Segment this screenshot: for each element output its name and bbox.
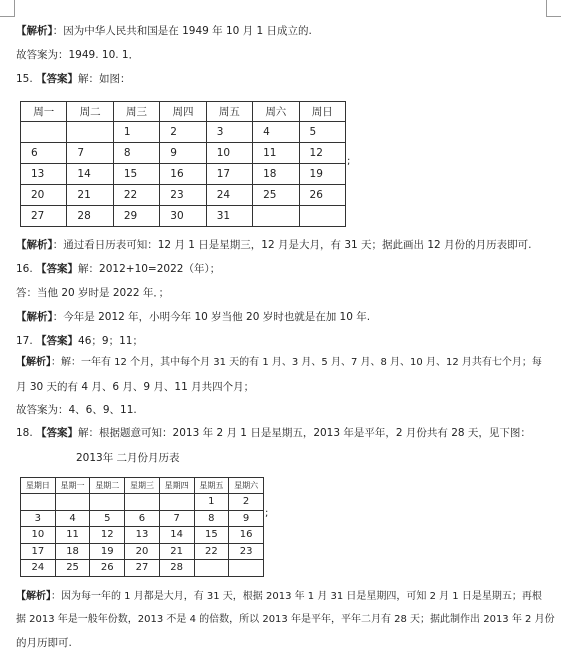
day-cell: 8 xyxy=(113,143,159,164)
day-cell xyxy=(299,206,345,227)
text-line xyxy=(16,426,531,440)
text-line xyxy=(16,380,254,394)
line-text: 故答案为：4、6、9、11. xyxy=(16,404,137,416)
day-cell: 6 xyxy=(21,143,67,164)
day-cell: 7 xyxy=(67,143,113,164)
line-text: 46；9；11； xyxy=(78,335,143,347)
text-line xyxy=(16,636,72,650)
text-line xyxy=(16,72,131,86)
header-cell: 星期四 xyxy=(159,478,194,494)
text-line xyxy=(16,613,555,627)
day-cell: 14 xyxy=(67,164,113,185)
day-cell: 29 xyxy=(113,206,159,227)
label-jiexi: 【解析】 xyxy=(16,591,51,602)
day-cell: 19 xyxy=(90,543,125,560)
day-cell: 25 xyxy=(55,560,90,577)
day-cell xyxy=(253,206,299,227)
label-daan: 【答案】 xyxy=(36,427,79,439)
label-jiexi: 【解析】 xyxy=(16,311,53,323)
day-cell: 28 xyxy=(159,560,194,577)
day-cell: 22 xyxy=(194,543,229,560)
line-text: 据 2013 年是一般年份数，2013 不是 4 的倍数，所以 2013 年是平年，平年二月有 28 天；据此制作出 2013 年 2 月份 xyxy=(16,614,555,625)
calendar-title: 2013年 二月份月历表 xyxy=(76,452,180,464)
text-line xyxy=(16,262,220,276)
table-row xyxy=(21,164,346,185)
line-text: 故答案为：1949. 10. 1． xyxy=(16,49,140,61)
day-cell: 11 xyxy=(253,143,299,164)
line-text: 月 30 天的有 4 月、6 月、9 月、11 月共四个月； xyxy=(16,381,255,393)
day-cell: 17 xyxy=(21,543,56,560)
header-cell: 星期六 xyxy=(229,478,264,494)
label-jiexi: 【解析】 xyxy=(16,25,53,37)
day-cell: 12 xyxy=(90,527,125,544)
line-text: 解：根据题意可知：2013 年 2 月 1 日是星期五，2013 年是平年，2 月份共有 28 天，见下图： xyxy=(78,427,531,439)
day-cell: 15 xyxy=(113,164,159,185)
line-text: 解：2012+10=2022（年）； xyxy=(78,263,221,275)
day-cell: 17 xyxy=(206,164,252,185)
header-cell: 周四 xyxy=(160,102,206,122)
day-cell: 22 xyxy=(113,185,159,206)
day-cell xyxy=(55,494,90,511)
day-cell: 14 xyxy=(159,527,194,544)
day-cell: 7 xyxy=(159,510,194,527)
day-cell: 12 xyxy=(299,143,345,164)
day-cell: 23 xyxy=(160,185,206,206)
day-cell: 31 xyxy=(206,206,252,227)
header-cell: 周日 xyxy=(299,102,345,122)
day-cell: 3 xyxy=(21,510,56,527)
day-cell: 10 xyxy=(206,143,252,164)
label-daan: 【答案】 xyxy=(36,335,79,347)
table-row xyxy=(21,560,264,577)
day-cell: 24 xyxy=(21,560,56,577)
day-cell: 21 xyxy=(67,185,113,206)
day-cell: 19 xyxy=(299,164,345,185)
day-cell: 8 xyxy=(194,510,229,527)
day-cell: 23 xyxy=(229,543,264,560)
day-cell: 27 xyxy=(21,206,67,227)
table-suffix: ; xyxy=(265,508,269,519)
day-cell xyxy=(125,494,160,511)
day-cell: 1 xyxy=(194,494,229,511)
question-number: 18. xyxy=(16,427,37,439)
day-cell: 25 xyxy=(253,185,299,206)
text-line xyxy=(16,310,370,324)
day-cell xyxy=(159,494,194,511)
header-cell: 星期一 xyxy=(55,478,90,494)
text-line xyxy=(16,590,542,604)
day-cell xyxy=(90,494,125,511)
text-line xyxy=(16,48,139,62)
day-cell: 6 xyxy=(125,510,160,527)
header-cell: 周六 xyxy=(253,102,299,122)
table-header-row xyxy=(21,102,346,122)
header-cell: 周一 xyxy=(21,102,67,122)
question-number: 15. xyxy=(16,73,37,85)
day-cell: 20 xyxy=(21,185,67,206)
day-cell: 28 xyxy=(67,206,113,227)
table-row xyxy=(21,494,264,511)
day-cell: 5 xyxy=(90,510,125,527)
label-jiexi: 【解析】 xyxy=(16,239,53,251)
day-cell: 10 xyxy=(21,527,56,544)
table-row xyxy=(21,543,264,560)
day-cell: 11 xyxy=(55,527,90,544)
day-cell xyxy=(21,122,67,143)
day-cell: 3 xyxy=(206,122,252,143)
day-cell: 15 xyxy=(194,527,229,544)
header-cell: 星期三 xyxy=(125,478,160,494)
table-suffix: ; xyxy=(347,156,351,167)
day-cell: 4 xyxy=(253,122,299,143)
text-line xyxy=(16,334,143,348)
day-cell: 4 xyxy=(55,510,90,527)
day-cell: 18 xyxy=(55,543,90,560)
line-text: 解：如图： xyxy=(78,73,131,85)
table-row xyxy=(21,185,346,206)
day-cell: 1 xyxy=(113,122,159,143)
table-row xyxy=(21,206,346,227)
line-text: 答：当他 20 岁时是 2022 年．； xyxy=(16,287,170,299)
line-text: ：今年是 2012 年，小明今年 10 岁当他 20 岁时也就是在加 10 年. xyxy=(52,311,371,323)
day-cell: 5 xyxy=(299,122,345,143)
question-number: 16. xyxy=(16,263,37,275)
text-line xyxy=(16,286,169,300)
text-line xyxy=(16,403,137,417)
day-cell: 26 xyxy=(299,185,345,206)
text-line xyxy=(16,238,531,252)
day-cell: 2 xyxy=(229,494,264,511)
line-text: ：通过看日历表可知：12 月 1 日是星期三，12 月是大月，有 31 天；据此画出 12 月份的月历表即可. xyxy=(52,239,532,251)
table-row xyxy=(21,143,346,164)
text-line xyxy=(16,356,542,370)
header-cell: 周二 xyxy=(67,102,113,122)
day-cell: 24 xyxy=(206,185,252,206)
day-cell: 9 xyxy=(229,510,264,527)
day-cell: 30 xyxy=(160,206,206,227)
day-cell: 26 xyxy=(90,560,125,577)
day-cell xyxy=(194,560,229,577)
day-cell xyxy=(21,494,56,511)
day-cell: 18 xyxy=(253,164,299,185)
line-text: ：解：一年有 12 个月，其中每个月 31 天的有 1 月、3 月、5 月、7 月、8 月、10 月、12 月共有七个月；每 xyxy=(51,357,542,368)
day-cell: 13 xyxy=(21,164,67,185)
table-row xyxy=(21,510,264,527)
day-cell: 21 xyxy=(159,543,194,560)
header-cell: 星期五 xyxy=(194,478,229,494)
day-cell: 13 xyxy=(125,527,160,544)
day-cell: 20 xyxy=(125,543,160,560)
day-cell: 9 xyxy=(160,143,206,164)
table-row xyxy=(21,122,346,143)
label-daan: 【答案】 xyxy=(36,73,79,85)
day-cell: 27 xyxy=(125,560,160,577)
day-cell: 2 xyxy=(160,122,206,143)
line-text: ：因为每一年的 1 月都是大月，有 31 天，根据 2013 年 1 月 31 日是星期四，可知 2 月 1 日是星期五；再根 xyxy=(51,591,542,602)
header-cell: 周五 xyxy=(206,102,252,122)
crop-mark-left xyxy=(0,0,15,17)
day-cell xyxy=(229,560,264,577)
question-number: 17. xyxy=(16,335,37,347)
day-cell: 16 xyxy=(229,527,264,544)
label-daan: 【答案】 xyxy=(36,263,79,275)
line-text: ：因为中华人民共和国是在 1949 年 10 月 1 日成立的. xyxy=(52,25,312,37)
december-calendar-table xyxy=(20,101,346,227)
table-row xyxy=(21,527,264,544)
header-cell: 周三 xyxy=(113,102,159,122)
february-calendar-table xyxy=(20,477,264,577)
text-line xyxy=(16,24,312,38)
day-cell: 16 xyxy=(160,164,206,185)
header-cell: 星期二 xyxy=(90,478,125,494)
table-header-row xyxy=(21,478,264,494)
day-cell xyxy=(67,122,113,143)
line-text: 的月历即可. xyxy=(16,637,72,649)
label-jiexi: 【解析】 xyxy=(16,357,51,368)
header-cell: 星期日 xyxy=(21,478,56,494)
crop-mark-right xyxy=(546,0,561,17)
